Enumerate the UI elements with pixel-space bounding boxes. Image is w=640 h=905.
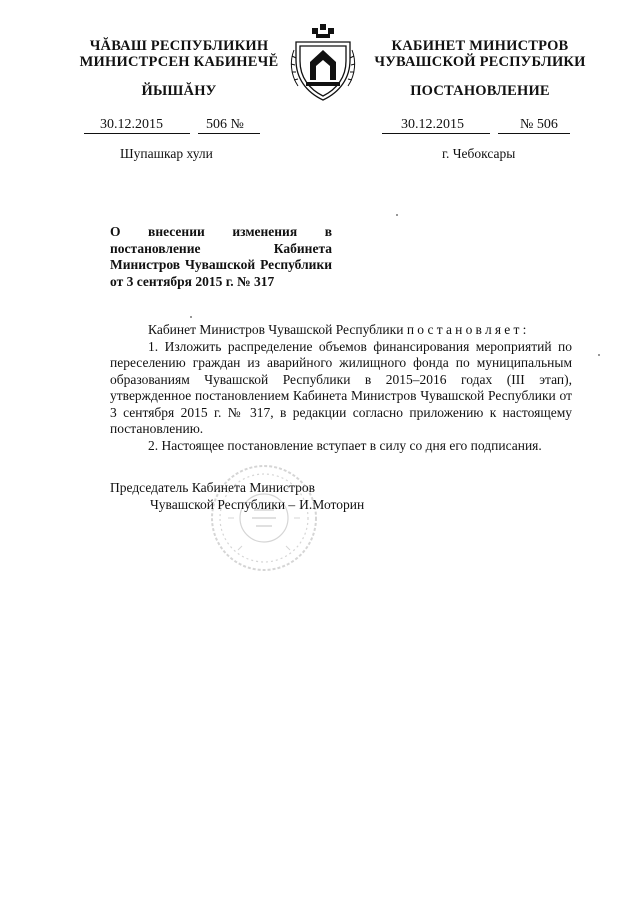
official-stamp-icon xyxy=(208,462,320,574)
header-right xyxy=(360,38,600,99)
place-right: г. Чебоксары xyxy=(442,146,516,161)
scan-speck xyxy=(190,316,192,318)
scan-speck xyxy=(396,214,398,216)
header-left-line1: ЧĂВАШ РЕСПУБЛИКИН xyxy=(89,38,269,54)
body-lead-prefix: Кабинет Министров Чувашской Республики xyxy=(148,322,404,337)
left-number: 506 № xyxy=(206,117,244,132)
body-item-1: 1. Изложить распределение объемов финансирования мероприятий по переселению граждан из аварийного жилищного фонда по муниципальным образованиям Чувашской Республики в 2015–2016 годах (III этап), утвержденное постановлением Кабинета Министров Чувашской Республики от 3 сентября 2015 г. № 317, в редакции согласно приложению к настоящему постановлению. xyxy=(110,338,572,436)
signature-position: Чувашской Республики – xyxy=(150,496,296,512)
right-number: № 506 xyxy=(520,117,558,132)
signature-block xyxy=(110,480,364,513)
right-date: 30.12.2015 xyxy=(401,117,464,132)
signature-line-1: Председатель Кабинета Министров xyxy=(110,480,315,495)
header-right-line2: ЧУВАШСКОЙ РЕСПУБЛИКИ xyxy=(374,54,586,70)
place-left: Шупашкар хули xyxy=(120,146,213,161)
body-lead-verb: постановляет: xyxy=(406,322,530,337)
signature-line-2 xyxy=(110,497,364,514)
header-left-line2: МИНИСТРСЕН КАБИНЕЧĔ xyxy=(79,54,279,70)
coat-of-arms-icon xyxy=(288,20,358,104)
scan-speck xyxy=(598,354,600,356)
header-left xyxy=(68,38,290,99)
left-date: 30.12.2015 xyxy=(100,117,163,132)
header-right-line1: КАБИНЕТ МИНИСТРОВ xyxy=(391,38,569,54)
signature-name: И.Моторин xyxy=(299,496,365,512)
header-left-doc-type: ЙЫШĂНУ xyxy=(141,83,217,99)
document-body xyxy=(110,322,572,454)
header-right-doc-type: ПОСТАНОВЛЕНИЕ xyxy=(410,83,550,99)
body-lead xyxy=(110,322,572,339)
document-subject: О внесении изменения в постановление Кабинета Министров Чувашской Республики от 3 сентября 2015 г. № 317 xyxy=(110,224,332,289)
body-item-2: 2. Настоящее постановление вступает в силу со дня его подписания. xyxy=(148,437,542,453)
